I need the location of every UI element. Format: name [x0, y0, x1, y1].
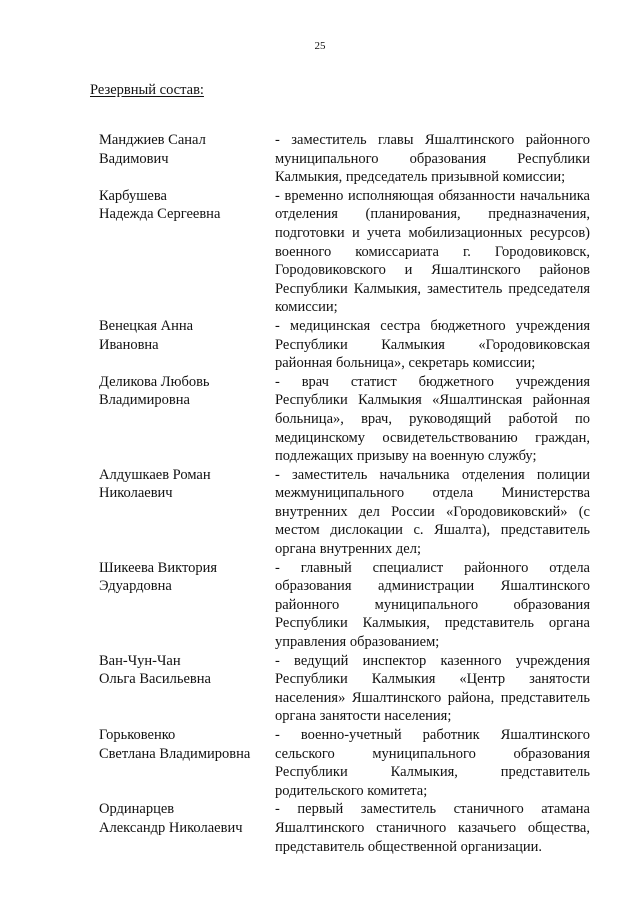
member-name: Алдушкаев Роман Николаевич	[99, 466, 211, 502]
member-row	[0, 800, 640, 856]
member-name: Манджиев Санал Вадимович	[99, 132, 206, 167]
member-row	[0, 559, 640, 652]
reserve-composition-heading: Резервный состав:	[90, 82, 204, 98]
member-name: Ординарцев Александр Николаевич	[99, 801, 243, 836]
member-row	[0, 466, 640, 559]
member-role: - медицинская сестра бюджетного учреждения Республики Калмыкия «Городовиковская районная больница», секретарь комиссии;	[275, 317, 590, 372]
member-name: Ван-Чун-Чан Ольга Васильевна	[99, 652, 211, 688]
member-row	[0, 726, 640, 800]
members-list	[0, 131, 640, 856]
member-role: - заместитель главы Яшалтинского районного муниципального образования Республики Калмыкия, председатель призывной комиссии;	[275, 132, 590, 186]
member-role: - первый заместитель станичного атамана Яшалтинского станичного казачьего общества, представитель общественной организации.	[275, 801, 590, 855]
member-name: Карбушева Надежда Сергеевна	[99, 187, 221, 223]
member-name: Шикеева Виктория Эдуардовна	[99, 559, 218, 595]
member-row	[0, 187, 640, 317]
member-name: Венецкая Анна Ивановна	[99, 317, 194, 353]
member-role: - главный специалист районного отдела образования администрации Яшалтинского районного муниципального образования Республики Калмыкия, представитель органа управления образованием;	[275, 559, 590, 651]
member-name: Деликова Любовь Владимировна	[99, 373, 210, 409]
member-role: - ведущий инспектор казенного учреждения Республики Калмыкия «Центр занятости населения» Яшалтинского района, представитель органа занятости населения;	[275, 652, 590, 725]
member-row	[0, 373, 640, 466]
member-row	[0, 317, 640, 373]
member-role: - военно-учетный работник Яшалтинского сельского муниципального образования Республики Калмыкия, представитель родительского комитета;	[275, 727, 590, 799]
member-name: Горьковенко Светлана Владимировна	[99, 727, 251, 762]
member-row	[0, 131, 640, 187]
member-role: - заместитель начальника отделения полиции межмуниципального отдела Министерства внутренних дел России «Городовиковский» (с местом дислокации с. Яшалта), представитель органа внутренних дел;	[275, 466, 590, 558]
page-number: 25	[314, 40, 326, 52]
member-row	[0, 652, 640, 726]
member-role: - врач статист бюджетного учреждения Республики Калмыкия «Яшалтинская районная больница», врач, руководящий работой по медицинскому освидетельствованию граждан, подлежащих призыву на военную службу;	[275, 373, 590, 465]
member-role: - временно исполняющая обязанности начальника отделения (планирования, предназначения, подготовки и учета мобилизационных ресурсов) военного комиссариата г. Городовиковск, Городовиковского и Яшалтинского районов Республики Калмыкия, заместитель председателя комиссии;	[275, 187, 590, 316]
